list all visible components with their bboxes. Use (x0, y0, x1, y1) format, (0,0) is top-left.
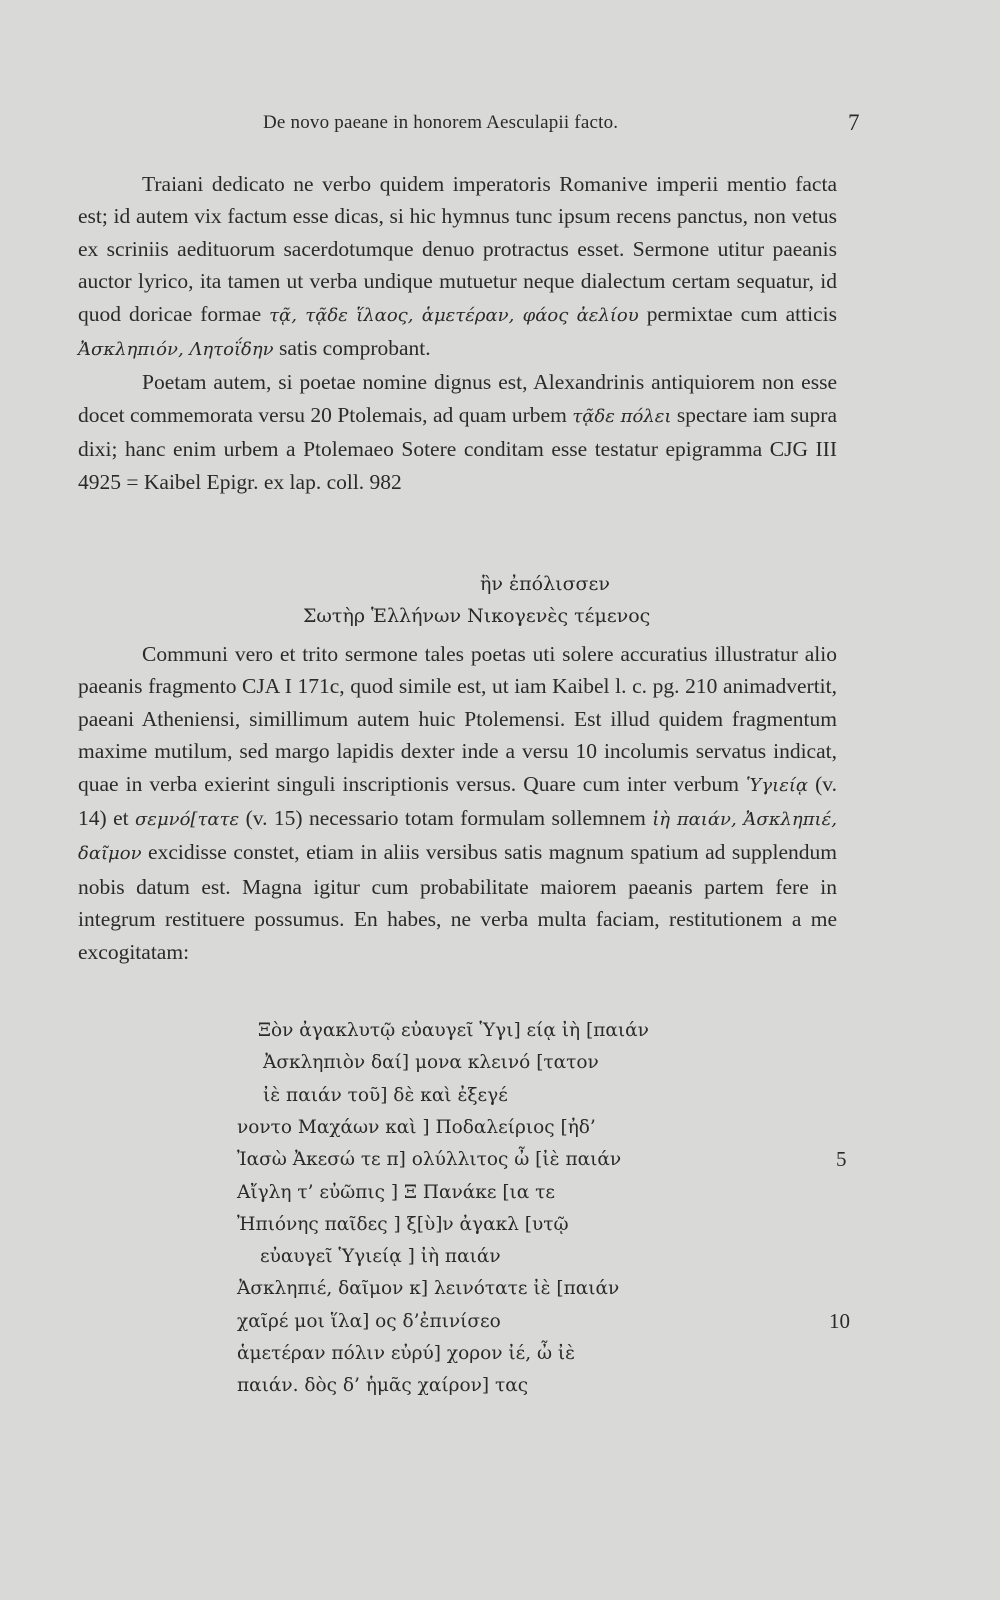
paragraph-1 (78, 168, 837, 366)
page-header (0, 112, 1000, 142)
greek-phrase: σεμνό[τατε (135, 809, 240, 831)
body-text-bottom (78, 638, 837, 968)
epigram-line-2: Σωτὴρ Ἑλλήνων Νικογενὲς τέμενος (303, 605, 651, 627)
verse-line: ἰὲ παιάν τοῦ] δὲ καὶ ἐξεγέ (263, 1084, 508, 1106)
text-run: Traiani dedicato ne verbo quidem imperatoris Romanive imperii mentio facta est; id autem vix factum esse dicas, si hic hymnus tunc ipsum recens panctus, non vetus ex scriniis aedituorum sacerdotumque denuo protractus esset. Sermone utitur paeanis auctor lyrico, ita tamen ut verba undique mutuetur neque dialectum certam sequatur, id quod doricae formae (78, 172, 837, 326)
verse-line: νοντο Μαχάων καὶ ] Ποδαλείριος [ἠδ’ (237, 1116, 596, 1138)
page-number: 7 (848, 110, 860, 135)
verse-line: Ἀσκληπιέ, δαῖμον κ] λεινότατε ἰὲ [παιάν (237, 1278, 620, 1300)
verse-line: Αἴγλη τ’ εὐῶπις ] Ξ Πανάκε [ια τε (237, 1181, 555, 1203)
verse-line: Ἰασὼ Ἀκεσώ τε π] ολύλλιτος ὦ [ἰὲ παιάν (237, 1149, 622, 1171)
verse-line: παιάν. δὸς δ’ ἡμᾶς χαίρον] τας (237, 1375, 529, 1397)
greek-phrase: Ἀσκληπιόν, Λητοΐδην (78, 339, 274, 361)
text-run: excidisse constet, etiam in aliis versibus satis magnum spatium ad supplendum nobis datum est. Magna igitur cum probabilitate maiorem paeanis partem fere in integrum restituere possumus. En habes, ne verba multa faciam, restitutionem a me excogitatam: (78, 840, 837, 964)
verse-number: 5 (836, 1147, 847, 1172)
text-run: Poetam autem, si poetae nomine dignus est, Alexandrinis antiquiorem non esse docet commemorata versu 20 Ptolemais, ad quam urbem (78, 370, 837, 427)
greek-phrase: τᾷ, τᾷδε ἵλαος, ἁμετέραν, φάος ἀελίου (269, 304, 639, 326)
greek-phrase: Ὑγιείᾳ (746, 774, 809, 796)
text-run: Communi vero et trito sermone tales poetas uti solere accuratius illustratur alio paeanis fragmento CJA I 171c, quod simile est, ut iam Kaibel l. c. pg. 210 animadvertit, paeani Atheniensi, simillimum autem huic Ptolemensi. Est illud quidem fragmentum maxime mutilum, sed margo lapidis dexter inde a versu 10 incolumis servatus indicat, quae in verba exierint singuli inscriptionis versus. Quare cum inter verbum (78, 642, 837, 796)
text-run: (v. 14) et (78, 771, 838, 831)
text-run: spectare iam supra dixi; hanc enim urbem a Ptolemaeo Sotere conditam esse testatur epigramma CJG III 4925 = Kaibel Epigr. ex lap. coll. 982 (78, 402, 837, 494)
verse-line: Ξὸν ἀγακλυτῷ εὐαυγεῖ Ὑγι] είᾳ ἰὴ [παιάν (258, 1020, 649, 1041)
text-run: permixtae cum atticis (638, 301, 837, 326)
text-run: satis comprobant. (273, 336, 431, 361)
paragraph-2 (78, 366, 837, 498)
epigram-line-1: ἣν ἐπόλισσεν (480, 573, 610, 595)
verse-line: ἁμετέραν πόλιν εὐρύ] χορον ἰέ, ὦ ἰὲ (237, 1343, 576, 1364)
text-run: (v. 15) necessario totam formulam sollemnem (239, 806, 653, 831)
verse-number: 10 (829, 1308, 850, 1333)
greek-phrase: τᾷδε πόλει (572, 405, 672, 427)
paragraph-3 (78, 638, 837, 968)
verse-line: Ἠπιόνης παῖδες ] ξ[ὺ]ν ἀγακλ [υτῷ (237, 1213, 569, 1235)
body-text-top (78, 168, 837, 498)
running-title: De novo paeane in honorem Aesculapii facto. (263, 112, 619, 133)
verse-line: χαῖρέ μοι ἵλα] ος δ’ἐπινίσεο (237, 1310, 501, 1332)
verse-line: εὐαυγεῖ Ὑγιείᾳ ] ἰὴ παιάν (260, 1246, 501, 1268)
verse-line: Ἀσκληπιὸν δαί] μονα κλεινό [τατον (263, 1052, 599, 1074)
greek-phrase: ἰὴ παιάν, Ἀσκληπιέ, δαῖμον (78, 809, 837, 865)
